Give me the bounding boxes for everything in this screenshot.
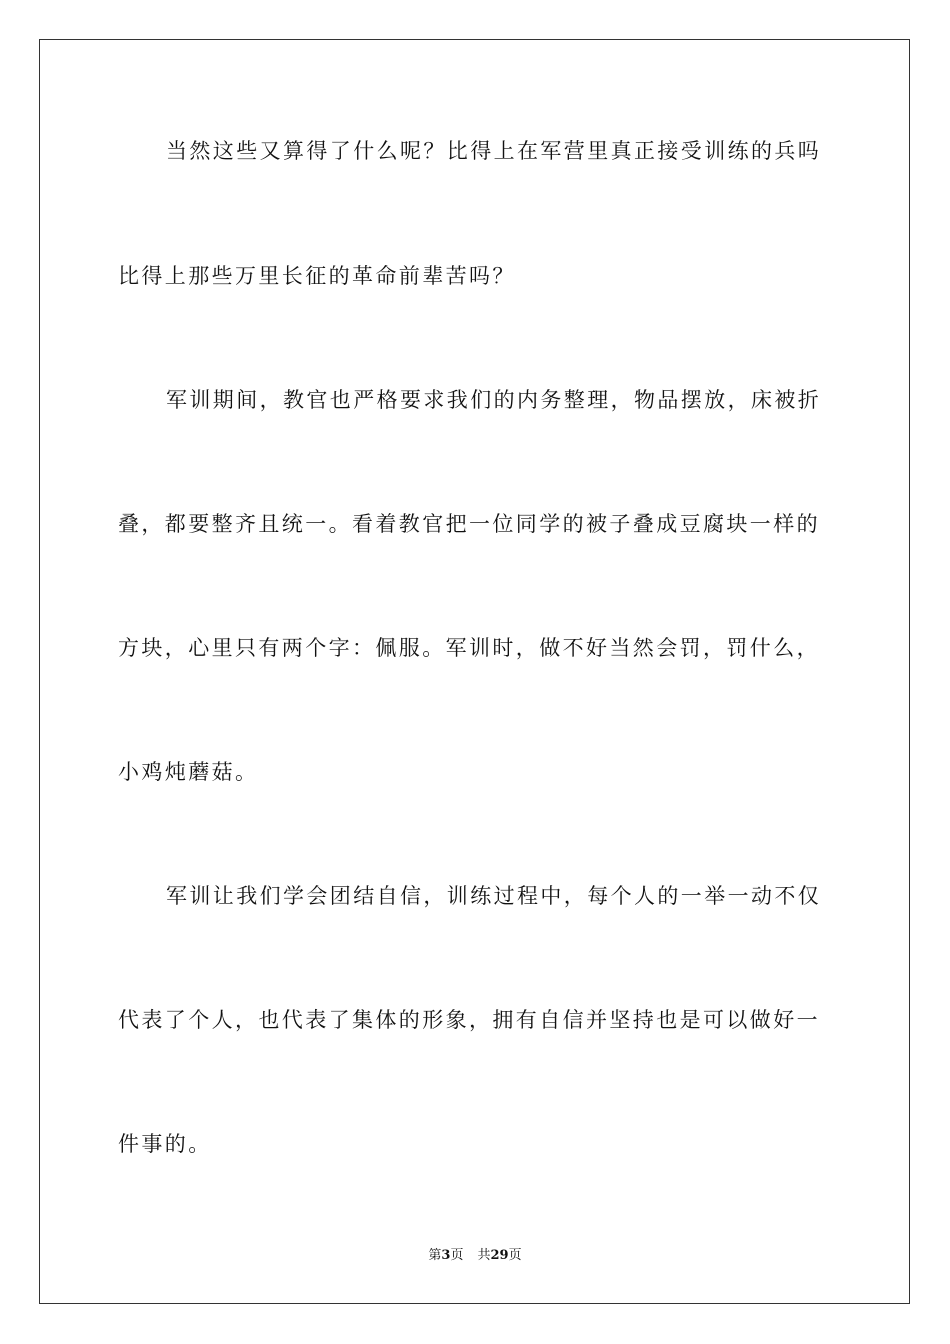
total-pages-number: 29	[490, 1248, 509, 1263]
paragraph-1-line-1: 当然这些又算得了什么呢？比得上在军营里真正接受训练的兵吗	[166, 139, 822, 163]
paragraph-1-line-2: 比得上那些万里长征的革命前辈苦吗？	[118, 264, 516, 288]
paragraph-2-line-3: 方块，心里只有两个字：佩服。军训时，做不好当然会罚，罚什么，	[118, 636, 820, 660]
total-suffix: 页	[508, 1248, 522, 1263]
paragraph-3-line-2: 代表了个人，也代表了集体的形象，拥有自信并坚持也是可以做好一	[118, 1008, 820, 1032]
paragraph-3-line-1: 军训让我们学会团结自信，训练过程中，每个人的一举一动不仅	[166, 884, 822, 908]
current-page-number: 3	[441, 1248, 451, 1263]
paragraph-2-line-4: 小鸡炖蘑菇。	[118, 760, 259, 784]
page-prefix: 第	[428, 1248, 442, 1263]
page-suffix: 页	[450, 1248, 464, 1263]
paragraph-3-line-3: 件事的。	[118, 1132, 212, 1156]
total-prefix: 共	[477, 1248, 491, 1263]
paragraph-2-line-1: 军训期间，教官也严格要求我们的内务整理，物品摆放，床被折	[166, 388, 822, 412]
page-footer	[0, 1248, 950, 1264]
paragraph-2-line-2: 叠，都要整齐且统一。看着教官把一位同学的被子叠成豆腐块一样的	[118, 512, 820, 536]
page-border	[39, 39, 910, 1304]
